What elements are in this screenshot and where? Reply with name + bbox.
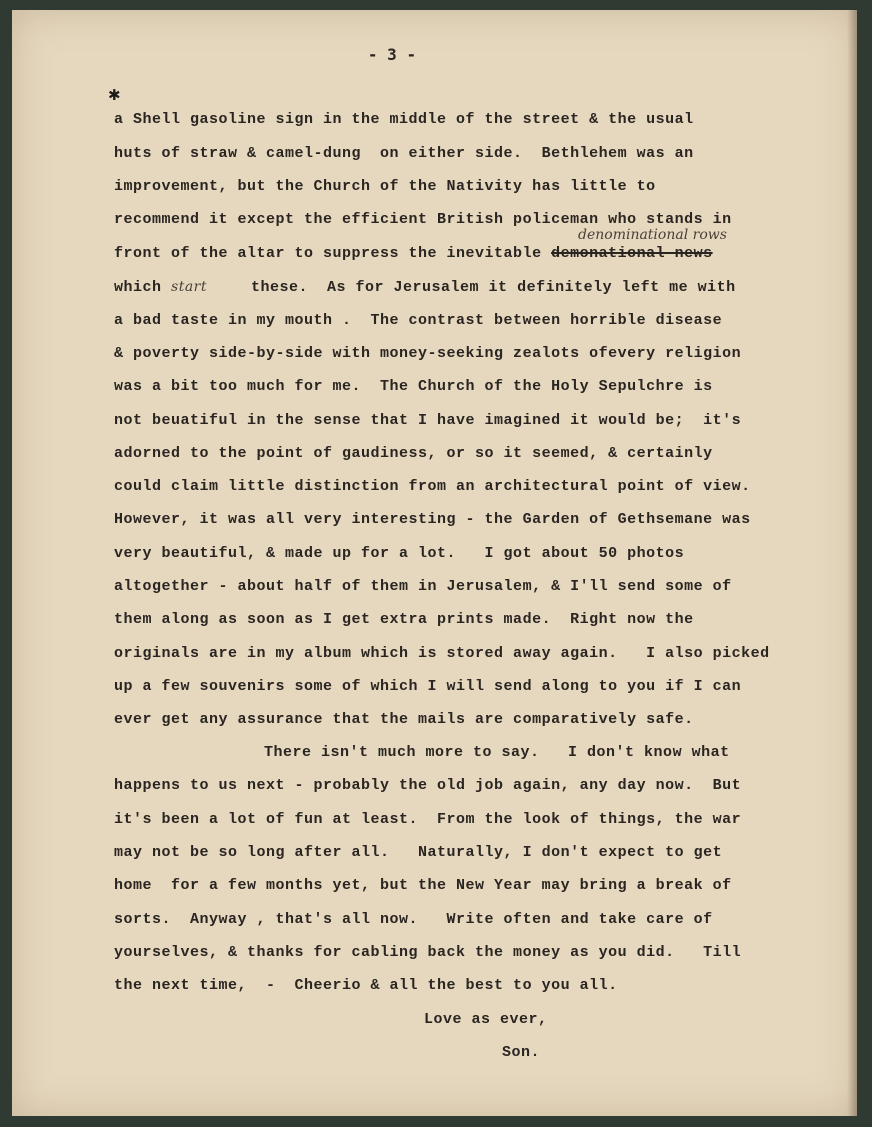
- text-line: very beautiful, & made up for a lot. I got about 50 photos: [114, 545, 685, 562]
- text-line: up a few souvenirs some of which I will send along to you if I can: [114, 678, 742, 695]
- text-line: a bad taste in my mouth . The contrast between horrible disease: [114, 312, 723, 329]
- text-line: improvement, but the Church of the Nativity has little to: [114, 178, 656, 195]
- text-line: may not be so long after all. Naturally, I don't expect to get: [114, 844, 723, 861]
- closing-line: Love as ever,: [424, 1011, 548, 1028]
- struck-text: demonational news: [551, 245, 713, 262]
- text-line: [114, 245, 713, 263]
- page-number: - 3 -: [367, 45, 417, 64]
- text-line: & poverty side-by-side with money-seeking zealots ofevery religion: [114, 345, 742, 362]
- text-line: [114, 278, 736, 297]
- text-line: yourselves, & thanks for cabling back the money as you did. Till: [114, 944, 742, 961]
- text-line: a Shell gasoline sign in the middle of the street & the usual: [114, 111, 694, 128]
- text-line: originals are in my album which is stored away again. I also picked: [114, 645, 770, 662]
- text-line: recommend it except the efficient British policeman who stands in: [114, 211, 732, 228]
- letter-page: [12, 10, 857, 1116]
- page-edge-shadow: [847, 10, 857, 1116]
- text-line: sorts. Anyway , that's all now. Write often and take care of: [114, 911, 713, 928]
- text-line: them along as soon as I get extra prints made. Right now the: [114, 611, 694, 628]
- text-line: was a bit too much for me. The Church of the Holy Sepulchre is: [114, 378, 713, 395]
- text-segment: As for Jerusalem it definitely left me with: [308, 279, 736, 296]
- margin-marker: ✱: [108, 86, 121, 104]
- handwritten-insertion: denominational rows: [578, 227, 727, 243]
- text-line: not beuatiful in the sense that I have imagined it would be; it's: [114, 412, 742, 429]
- text-line: altogether - about half of them in Jerusalem, & I'll send some of: [114, 578, 732, 595]
- text-segment: these.: [251, 279, 309, 296]
- text-line: home for a few months yet, but the New Year may bring a break of: [114, 877, 732, 894]
- handwritten-insertion: start: [171, 279, 207, 295]
- text-line: happens to us next - probably the old job again, any day now. But: [114, 777, 742, 794]
- text-line: it's been a lot of fun at least. From the look of things, the war: [114, 811, 742, 828]
- text-line: However, it was all very interesting - the Garden of Gethsemane was: [114, 511, 751, 528]
- text-line: the next time, - Cheerio & all the best to you all.: [114, 977, 618, 994]
- text-line: ever get any assurance that the mails are comparatively safe.: [114, 711, 694, 728]
- text-line: could claim little distinction from an architectural point of view.: [114, 478, 751, 495]
- text-line: huts of straw & camel-dung on either side. Bethlehem was an: [114, 145, 694, 162]
- text-segment: which: [114, 279, 172, 296]
- text-segment: front of the altar to suppress the inevitable: [114, 245, 552, 262]
- text-line: adorned to the point of gaudiness, or so it seemed, & certainly: [114, 445, 713, 462]
- text-line: There isn't much more to say. I don't know what: [264, 744, 730, 761]
- signature: Son.: [502, 1044, 541, 1061]
